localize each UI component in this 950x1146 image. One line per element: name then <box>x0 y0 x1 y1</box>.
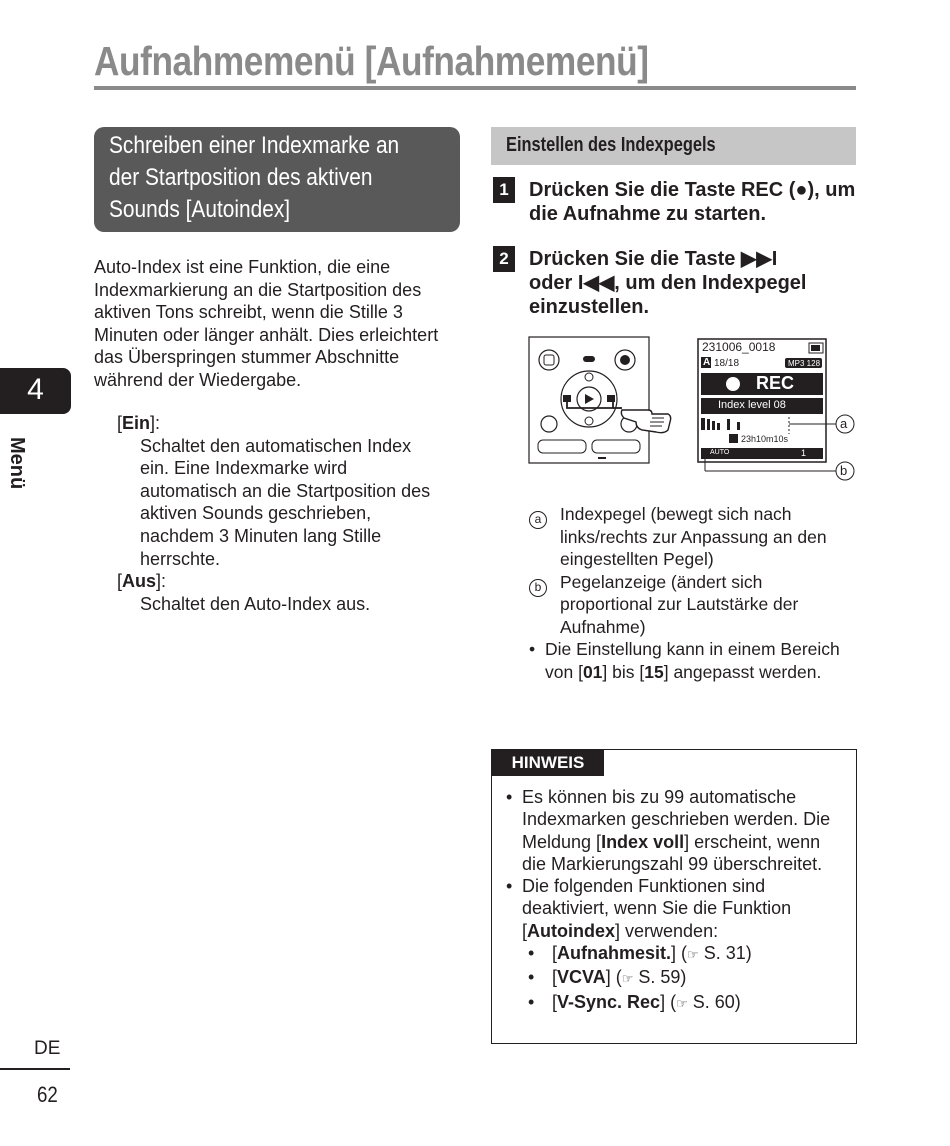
pointing-hand-icon: ☞ <box>621 971 634 987</box>
step-number: 1 <box>493 177 515 203</box>
callout-list <box>529 503 859 683</box>
callout-marker: a <box>529 511 547 529</box>
pointing-hand-icon: ☞ <box>676 995 688 1011</box>
display-filename: 231006_0018 <box>702 340 776 354</box>
pointing-hand-icon <box>620 400 674 436</box>
note-bullet: • Die folgenden Funktionen sind deaktiviert, wenn Sie die Funktion [Autoindex] verwenden: <box>506 876 792 941</box>
range-note: • Die Einstellung kann in einem Bereich von [01] bis [15] angepasst werden. <box>529 639 840 682</box>
title-rule <box>94 86 856 90</box>
footer-rule <box>0 1068 70 1070</box>
chapter-label: Menü <box>6 437 28 490</box>
note-title: HINWEIS <box>492 750 604 776</box>
note-ref-item[interactable]: • [VCVA] (☞ S. 59) <box>528 967 687 988</box>
option-desc: Schaltet den automatischen Index ein. Eine Indexmarke wird automatisch an die Startposition des aktiven Sounds geschrieben, nachdem 3 Minuten lang Stille herrschte. <box>140 435 431 569</box>
display-folder: A <box>703 357 711 368</box>
language-label: DE <box>34 1038 61 1059</box>
display-file-count: 18/18 <box>714 358 740 369</box>
note-bullet: • Es können bis zu 99 automatische Indexmarken geschrieben werden. Die Meldung [Index voll] erscheint, wenn die Markierungszahl 99 überschreitet. <box>506 787 831 874</box>
option-aus: [Aus]: <box>117 571 167 592</box>
chapter-number: 4 <box>27 373 44 406</box>
step-2-text: Drücken Sie die Taste ▶▶I oder I◀◀, um den Indexpegel einzustellen. <box>529 248 807 318</box>
note-ref-list <box>506 942 841 1015</box>
step-number: 2 <box>493 246 515 272</box>
display-index-count: 1 <box>801 448 807 458</box>
display-auto: AUTO <box>710 449 730 456</box>
display-remaining-time: 23h10m10s <box>741 434 789 444</box>
step-1-text: Drücken Sie die Taste REC (●), um die Aufnahme zu starten. <box>529 179 856 225</box>
option-term: Aus <box>122 571 157 592</box>
option-desc: Schaltet den Auto-Index aus. <box>140 593 371 614</box>
page-number: 62 <box>37 1082 58 1107</box>
option-term: Ein <box>122 413 151 433</box>
next-key-icon: ▶▶I <box>740 248 778 270</box>
note-content <box>506 786 841 1015</box>
page-title: Aufnahmemenü [Aufnahmemenü] <box>94 38 649 84</box>
callout-marker: b <box>529 579 547 597</box>
section-heading: Schreiben einer Indexmarke an der Startposition des aktiven Sounds [Autoindex] <box>109 132 400 223</box>
callout-a-label: a <box>840 416 848 431</box>
pointing-hand-icon: ☞ <box>687 947 699 963</box>
callout-item: b Pegelanzeige (ändert sich proportional zur Lautstärke der Aufnahme) <box>529 571 859 639</box>
note-ref-item[interactable]: • [Aufnahmesit.] (☞ S. 31) <box>528 943 752 964</box>
intro-text: Auto-Index ist eine Funktion, die eine Indexmarkierung an die Startposition des aktiven Tons schreibt, wenn die Stille 3 Minuten oder länger anhält. Dies erleichtert das Überspringen stummer Abschnitte während der Wiedergabe. <box>94 257 439 390</box>
prev-key-icon: I◀◀ <box>577 272 615 294</box>
subheading: Einstellen des Indexpegels <box>506 134 716 156</box>
callout-item: a Indexpegel (bewegt sich nach links/rechts zur Anpassung an den eingestellten Pegel) <box>529 503 859 571</box>
display-index-level: Index level 08 <box>718 399 786 411</box>
display-rec-label: REC <box>756 373 795 393</box>
option-list <box>117 412 447 615</box>
option-ein: [Ein]: <box>117 413 161 433</box>
display-format: MP3 128 <box>788 359 821 368</box>
rec-key: REC <box>740 179 784 201</box>
callout-b-label: b <box>840 463 848 478</box>
note-ref-item[interactable]: • [V-Sync. Rec] (☞ S. 60) <box>528 991 741 1012</box>
